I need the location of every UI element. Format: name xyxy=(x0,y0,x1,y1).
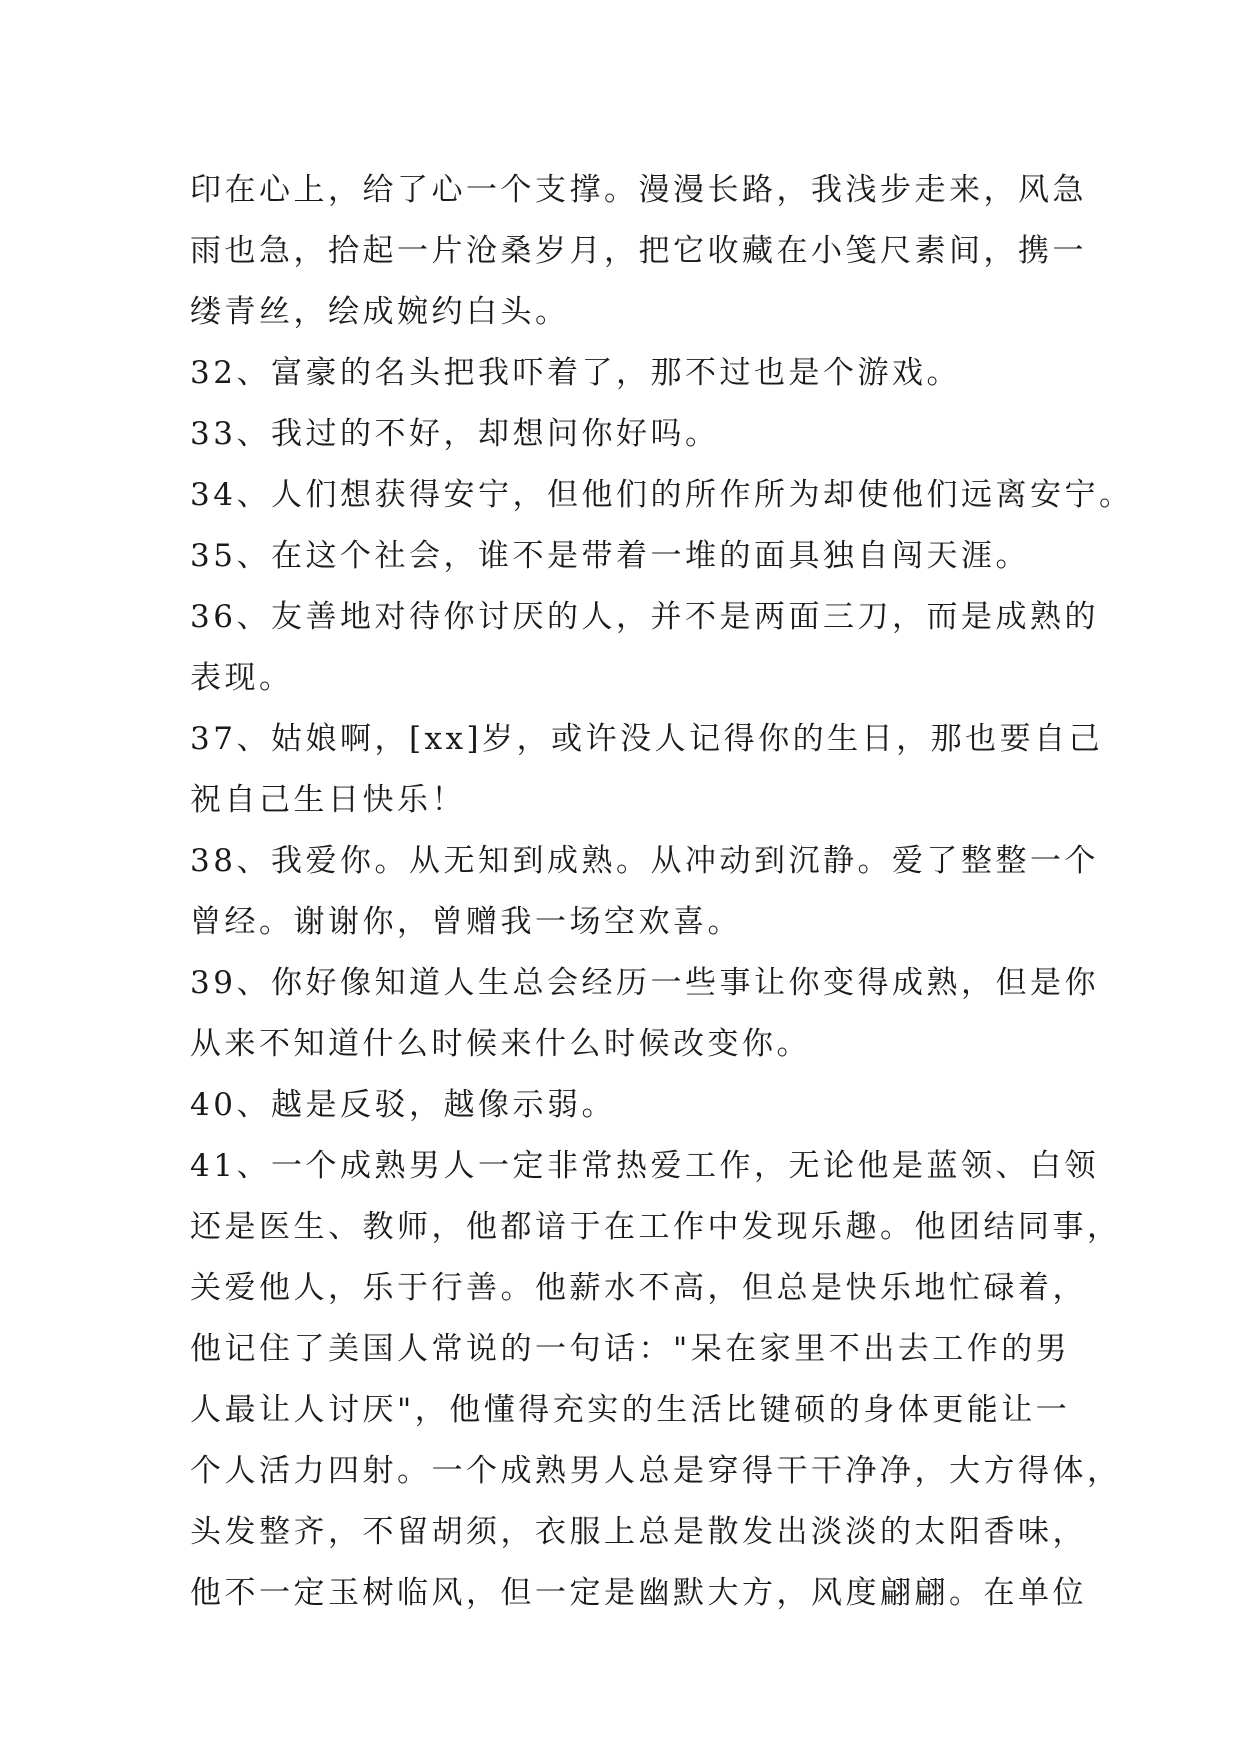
text-line: 41、一个成熟男人一定非常热爱工作，无论他是蓝领、白领 xyxy=(190,1148,1099,1184)
text-line: 32、富豪的名头把我吓着了，那不过也是个游戏。 xyxy=(190,355,961,391)
text-line: 39、你好像知道人生总会经历一些事让你变得成熟，但是你 xyxy=(190,965,1099,1001)
text-line: 还是医生、教师，他都谙于在工作中发现乐趣。他团结同事， xyxy=(190,1209,1122,1245)
text-line: 印在心上，给了心一个支撑。漫漫长路，我浅步走来，风急 xyxy=(190,172,1087,208)
text-line: 雨也急，拾起一片沧桑岁月，把它收藏在小笺尺素间，携一 xyxy=(190,233,1087,269)
text-line: 34、人们想获得安宁，但他们的所作所为却使他们远离安宁。 xyxy=(190,477,1134,513)
text-line: 37、姑娘啊，[xx]岁，或许没人记得你的生日，那也要自己 xyxy=(190,721,1104,757)
text-line: 人最让人讨厌"，他懂得充实的生活比键硕的身体更能让一 xyxy=(190,1392,1071,1428)
text-line: 36、友善地对待你讨厌的人，并不是两面三刀，而是成熟的 xyxy=(190,599,1099,635)
text-line: 头发整齐，不留胡须，衣服上总是散发出淡淡的太阳香味， xyxy=(190,1514,1087,1550)
text-line: 他记住了美国人常说的一句话："呆在家里不出去工作的男 xyxy=(190,1331,1071,1367)
text-line: 40、越是反驳，越像示弱。 xyxy=(190,1087,616,1123)
body-text xyxy=(190,160,1134,1624)
text-line: 个人活力四射。一个成熟男人总是穿得干干净净，大方得体， xyxy=(190,1453,1122,1489)
text-line: 缕青丝，绘成婉约白头。 xyxy=(190,294,570,330)
text-line: 曾经。谢谢你，曾赠我一场空欢喜。 xyxy=(190,904,742,940)
text-line: 表现。 xyxy=(190,660,294,696)
text-line: 35、在这个社会，谁不是带着一堆的面具独自闯天涯。 xyxy=(190,538,1030,574)
text-line: 祝自己生日快乐！ xyxy=(190,782,466,818)
text-line: 关爱他人，乐于行善。他薪水不高，但总是快乐地忙碌着， xyxy=(190,1270,1087,1306)
text-line: 33、我过的不好，却想问你好吗。 xyxy=(190,416,720,452)
text-line: 他不一定玉树临风，但一定是幽默大方，风度翩翩。在单位 xyxy=(190,1575,1087,1611)
text-line: 从来不知道什么时候来什么时候改变你。 xyxy=(190,1026,811,1062)
text-line: 38、我爱你。从无知到成熟。从冲动到沉静。爱了整整一个 xyxy=(190,843,1099,879)
